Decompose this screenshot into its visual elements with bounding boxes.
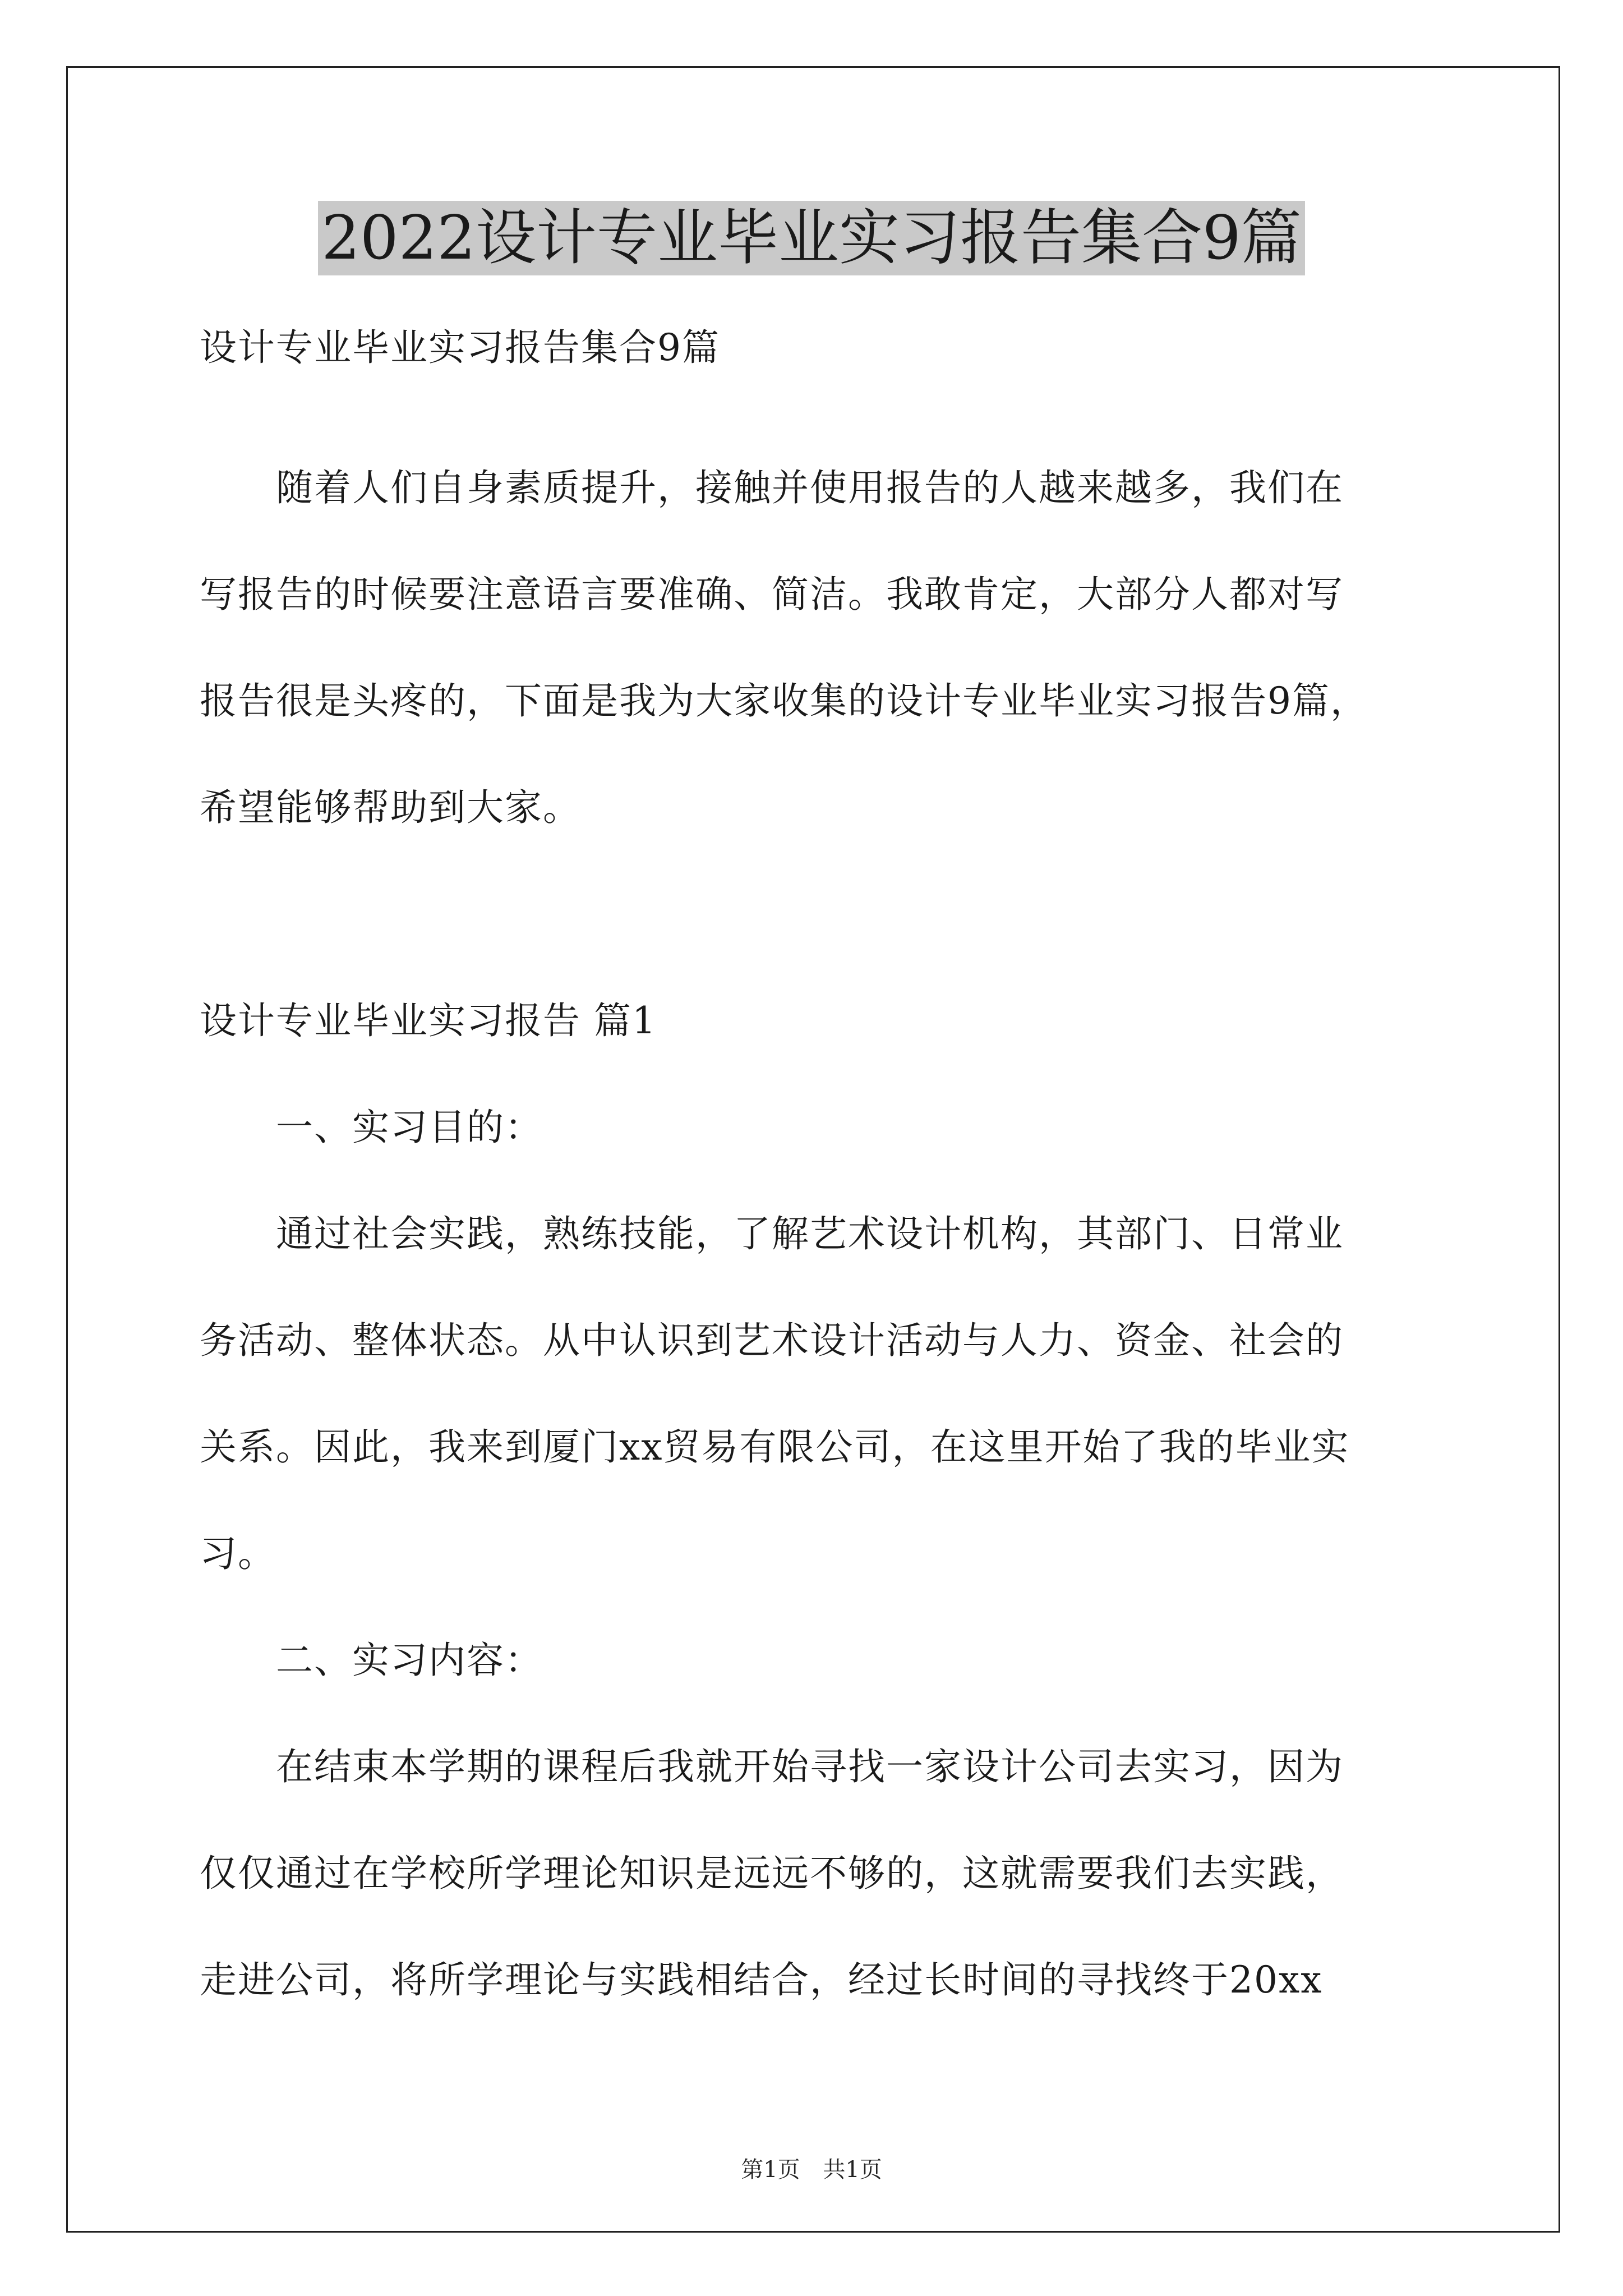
body-line: 在结束本学期的课程后我就开始寻找一家设计公司去实习，因为 — [200, 1745, 1344, 1788]
body-line: 关系。因此，我来到厦门xx贸易有限公司，在这里开始了我的毕业实 — [200, 1425, 1350, 1469]
body-line: 报告很是头疼的，下面是我为大家收集的设计专业毕业实习报告9篇， — [200, 679, 1368, 723]
body-line: 习。 — [200, 1532, 276, 1575]
document-title — [0, 199, 1623, 278]
document-title-text: 2022设计专业毕业实习报告集合9篇 — [318, 201, 1305, 275]
page-number-current: 第1页 — [741, 2157, 800, 2183]
body-line: 务活动、整体状态。从中认识到艺术设计活动与人力、资金、社会的 — [200, 1319, 1344, 1362]
section-heading: 设计专业毕业实习报告 篇1 — [200, 999, 657, 1042]
body-line: 仅仅通过在学校所学理论知识是远远不够的，这就需要我们去实践， — [200, 1852, 1344, 1895]
subtitle-line: 设计专业毕业实习报告集合9篇 — [200, 326, 720, 369]
page-footer — [0, 2153, 1623, 2187]
page-number-total: 共1页 — [823, 2157, 882, 2183]
body-line: 走进公司，将所学理论与实践相结合，经过长时间的寻找终于20xx — [200, 1958, 1323, 2001]
body-line: 通过社会实践，熟练技能，了解艺术设计机构，其部门、日常业 — [200, 1212, 1344, 1255]
body-line: 写报告的时候要注意语言要准确、简洁。我敢肯定，大部分人都对写 — [200, 573, 1344, 616]
body-line: 希望能够帮助到大家。 — [200, 786, 581, 829]
body-line: 二、实习内容： — [200, 1639, 543, 1682]
body-line: 一、实习目的： — [200, 1106, 543, 1149]
body-line: 随着人们自身素质提升，接触并使用报告的人越来越多，我们在 — [200, 466, 1344, 509]
